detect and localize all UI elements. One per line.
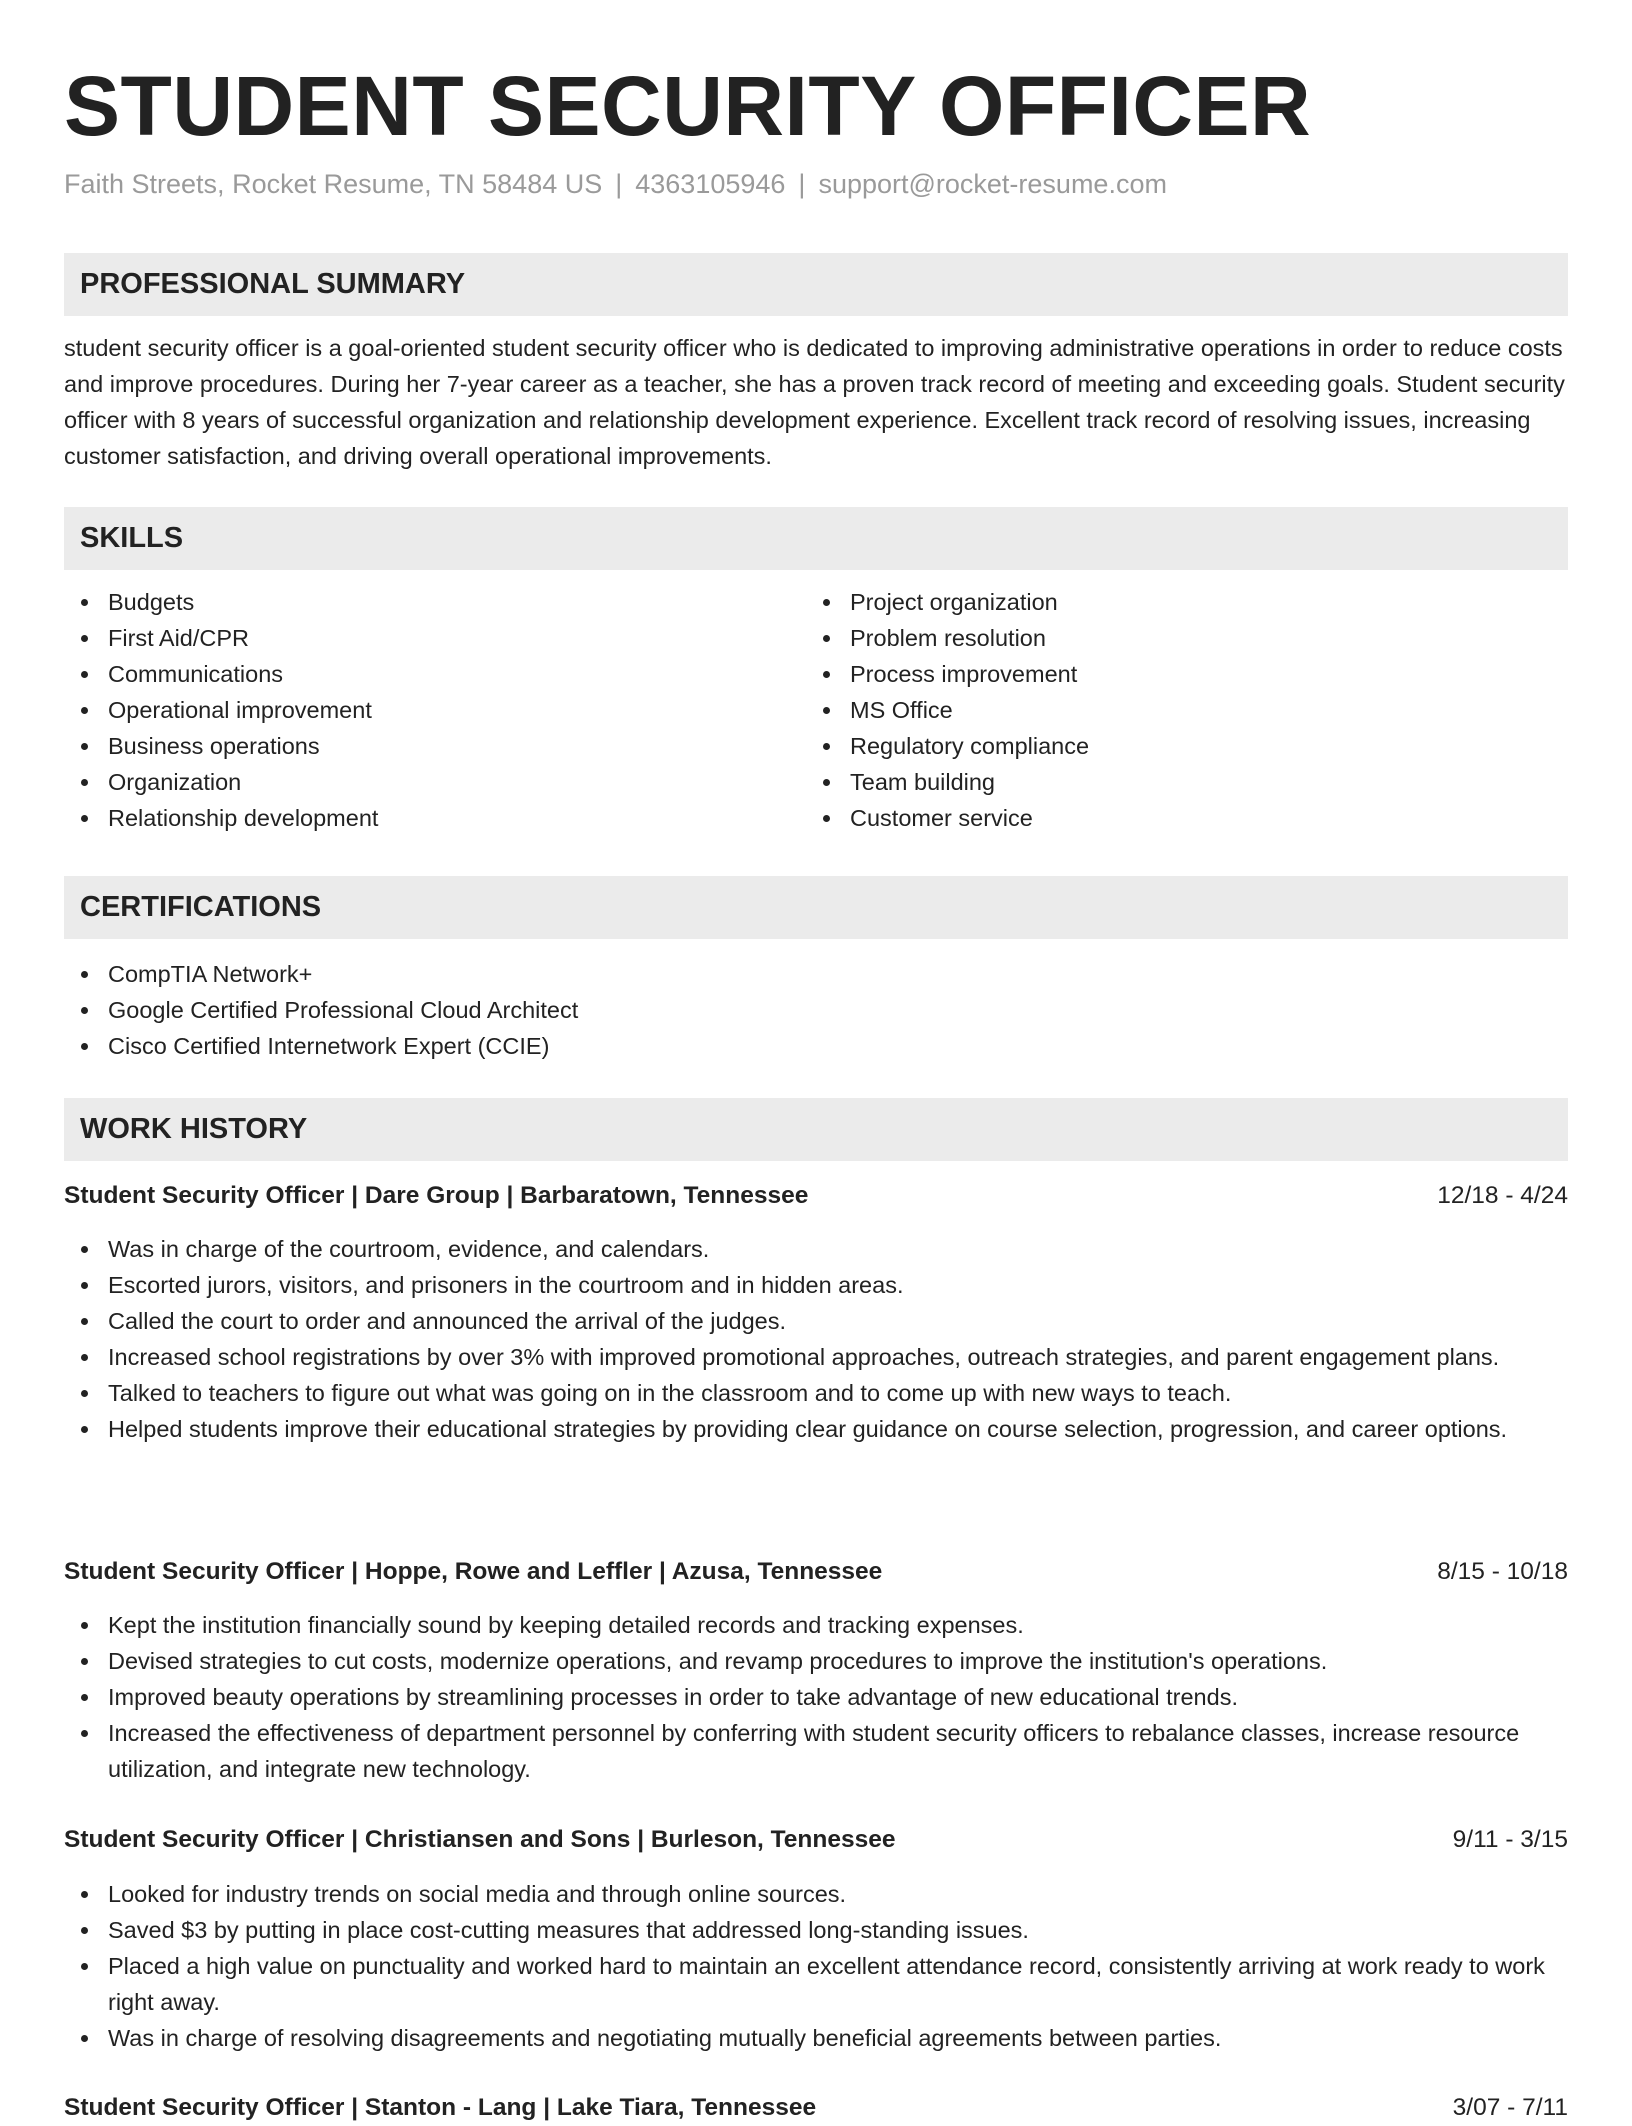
skill-item: MS Office [806,692,1506,728]
contact-address: Faith Streets, Rocket Resume, TN 58484 US [64,169,603,199]
job-bullet: Talked to teachers to figure out what was going on in the classroom and to come up with new ways to teach. [64,1375,1568,1411]
contact-phone[interactable]: 4363105946 [635,169,786,199]
job-bullets [64,1607,1568,1787]
job-header [64,1554,1568,1590]
skill-item: Communications [64,656,764,692]
job-header [64,2090,1568,2126]
section-heading-work-history: WORK HISTORY [64,1098,1568,1161]
section-heading-certifications: CERTIFICATIONS [64,876,1568,939]
job-bullet: Looked for industry trends on social media and through online sources. [64,1876,1568,1912]
job-bullet: Increased the effectiveness of department personnel by conferring with student security officers to rebalance classes, increase resource utilization, and integrate new technology. [64,1715,1568,1787]
job-bullet: Devised strategies to cut costs, modernize operations, and revamp procedures to improve the institution's operations. [64,1643,1568,1679]
skills-list-right [806,584,1506,836]
job-title: Student Security Officer | Christiansen and Sons | Burleson, Tennessee [64,1826,896,1853]
certifications-list [64,956,1568,1064]
job-bullet: Placed a high value on punctuality and worked hard to maintain an excellent attendance record, consistently arriving at work ready to work right away. [64,1948,1568,2020]
job-title: Student Security Officer | Dare Group | Barbaratown, Tennessee [64,1182,809,1209]
certification-item: CompTIA Network+ [64,956,1568,992]
skill-item: Relationship development [64,800,764,836]
job-title: Student Security Officer | Stanton - Lang | Lake Tiara, Tennessee [64,2094,817,2121]
summary-text: student security officer is a goal-oriented student security officer who is dedicated to improving administrative operations in order to reduce costs and improve procedures. During her 7-year career as a teacher, she has a proven track record of meeting and exceeding goals. Student security officer with 8 years of successful organization and relationship development experience. Excellent track record of resolving issues, increasing customer satisfaction, and driving overall operational improvements. [64,335,1565,469]
contact-email[interactable]: support@rocket-resume.com [818,169,1167,199]
skill-item: Problem resolution [806,620,1506,656]
job-bullets [64,1231,1568,1447]
contact-line [64,166,1167,202]
skill-item: First Aid/CPR [64,620,764,656]
skill-item: Operational improvement [64,692,764,728]
skill-item: Organization [64,764,764,800]
job-bullet: Kept the institution financially sound by keeping detailed records and tracking expenses. [64,1607,1568,1643]
job-header [64,1822,1568,1858]
contact-separator: | [615,169,623,199]
certification-item: Cisco Certified Internetwork Expert (CCIE) [64,1028,1568,1064]
job-bullet: Helped students improve their educational strategies by providing clear guidance on course selection, progression, and career options. [64,1411,1568,1447]
section-heading-skills: SKILLS [64,507,1568,570]
contact-separator: | [798,169,806,199]
skill-item: Regulatory compliance [806,728,1506,764]
job-bullet: Was in charge of the courtroom, evidence, and calendars. [64,1231,1568,1267]
job-dates: 12/18 - 4/24 [1437,1182,1568,1209]
certification-item: Google Certified Professional Cloud Architect [64,992,1568,1028]
skill-item: Business operations [64,728,764,764]
job-bullet: Was in charge of resolving disagreements and negotiating mutually beneficial agreements between parties. [64,2020,1568,2056]
job-title: Student Security Officer | Hoppe, Rowe and Leffler | Azusa, Tennessee [64,1558,883,1585]
job-bullet: Increased school registrations by over 3% with improved promotional approaches, outreach strategies, and parent engagement plans. [64,1339,1568,1375]
job-bullet: Escorted jurors, visitors, and prisoners in the courtroom and in hidden areas. [64,1267,1568,1303]
job-dates: 8/15 - 10/18 [1437,1558,1568,1585]
section-heading-summary: PROFESSIONAL SUMMARY [64,253,1568,316]
skill-item: Team building [806,764,1506,800]
skill-item: Budgets [64,584,764,620]
job-bullet: Saved $3 by putting in place cost-cutting measures that addressed long-standing issues. [64,1912,1568,1948]
skill-item: Project organization [806,584,1506,620]
job-dates: 9/11 - 3/15 [1452,1826,1568,1853]
skill-item: Process improvement [806,656,1506,692]
skills-list-left [64,584,764,836]
resume-title: STUDENT SECURITY OFFICER [64,59,1312,153]
job-bullet: Improved beauty operations by streamlining processes in order to take advantage of new educational trends. [64,1679,1568,1715]
job-bullet: Called the court to order and announced the arrival of the judges. [64,1303,1568,1339]
job-header [64,1178,1568,1214]
job-bullets [64,1876,1568,2056]
job-dates: 3/07 - 7/11 [1452,2094,1568,2121]
skill-item: Customer service [806,800,1506,836]
